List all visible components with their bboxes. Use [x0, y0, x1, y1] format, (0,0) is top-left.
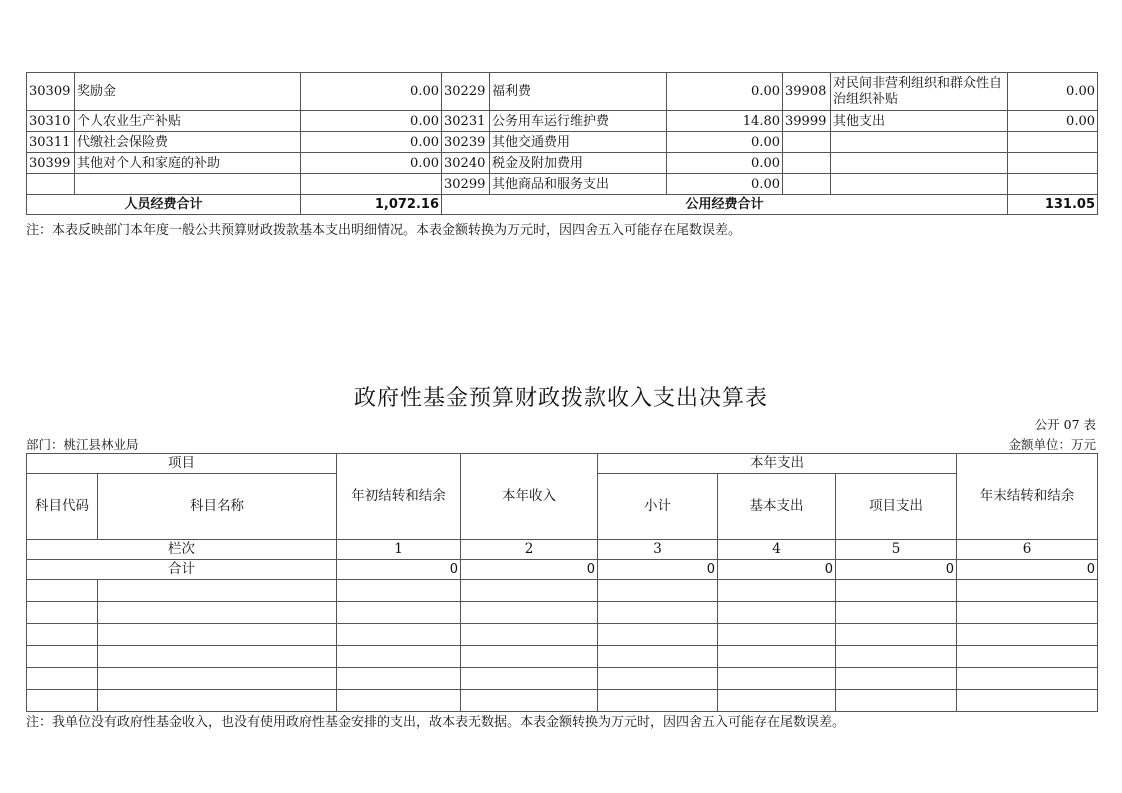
- total-value: 0: [957, 560, 1098, 580]
- empty-row: [27, 690, 1098, 712]
- empty-row: [27, 646, 1098, 668]
- name-cell: 代缴社会保险费: [75, 132, 301, 153]
- amount-cell: 0.00: [1008, 73, 1098, 111]
- header-basic-expense: 基本支出: [718, 474, 836, 540]
- total-value: 0: [836, 560, 957, 580]
- table1-note: 注：本表反映部门本年度一般公共预算财政拨款基本支出明细情况。本表金额转换为万元时，因四舍五入可能存在尾数误差。: [26, 223, 742, 238]
- empty-cell: [461, 624, 598, 646]
- code-cell: 39908: [783, 73, 831, 111]
- name-cell: 个人农业生产补贴: [75, 111, 301, 132]
- empty-cell: [337, 668, 461, 690]
- amount-cell: [1008, 174, 1098, 195]
- empty-cell: [337, 690, 461, 712]
- empty-cell: [957, 580, 1098, 602]
- code-cell: 30239: [442, 132, 490, 153]
- total-row: [27, 195, 1098, 215]
- table-row: [27, 111, 1098, 132]
- name-cell: 其他商品和服务支出: [490, 174, 667, 195]
- empty-cell: [337, 624, 461, 646]
- column-number: 6: [957, 540, 1098, 560]
- amount-cell: 0.00: [301, 111, 442, 132]
- amount-cell: 0.00: [301, 73, 442, 111]
- public-total-value: 131.05: [1008, 195, 1098, 215]
- empty-cell: [461, 668, 598, 690]
- header-item: 项目: [27, 454, 337, 474]
- empty-cell: [98, 668, 337, 690]
- code-cell: 30311: [27, 132, 75, 153]
- empty-cell: [718, 646, 836, 668]
- header-closing-balance: 年末结转和结余: [957, 454, 1098, 540]
- empty-cell: [461, 580, 598, 602]
- table-row: [27, 153, 1098, 174]
- amount-cell: 14.80: [667, 111, 783, 132]
- empty-cell: [337, 602, 461, 624]
- column-number: 5: [836, 540, 957, 560]
- empty-cell: [461, 602, 598, 624]
- basic-expenditure-table: [26, 72, 1098, 215]
- empty-cell: [836, 646, 957, 668]
- empty-cell: [836, 668, 957, 690]
- empty-cell: [27, 668, 98, 690]
- empty-row: [27, 624, 1098, 646]
- total-row: [27, 560, 1098, 580]
- code-cell: [783, 132, 831, 153]
- form-number: 公开 07 表: [1034, 417, 1096, 432]
- total-value: 0: [337, 560, 461, 580]
- empty-cell: [27, 646, 98, 668]
- empty-cell: [598, 646, 718, 668]
- empty-cell: [27, 580, 98, 602]
- empty-cell: [957, 624, 1098, 646]
- empty-cell: [957, 646, 1098, 668]
- empty-cell: [98, 646, 337, 668]
- name-cell: 其他对个人和家庭的补助: [75, 153, 301, 174]
- table-row: [27, 174, 1098, 195]
- personnel-total-label: 人员经费合计: [27, 195, 301, 215]
- empty-cell: [27, 602, 98, 624]
- column-label: 栏次: [27, 540, 337, 560]
- name-cell: 奖励金: [75, 73, 301, 111]
- empty-cell: [98, 602, 337, 624]
- empty-cell: [718, 580, 836, 602]
- code-cell: 30399: [27, 153, 75, 174]
- name-cell: 其他交通费用: [490, 132, 667, 153]
- empty-cell: [27, 624, 98, 646]
- amount-cell: 0.00: [667, 153, 783, 174]
- amount-cell: 0.00: [1008, 111, 1098, 132]
- header-income: 本年收入: [461, 454, 598, 540]
- name-cell: [831, 153, 1008, 174]
- table2-note: 注：我单位没有政府性基金收入，也没有使用政府性基金安排的支出，故本表无数据。本表金额转换为万元时，因四舍五入可能存在尾数误差。: [26, 715, 846, 730]
- empty-cell: [98, 624, 337, 646]
- name-cell: 福利费: [490, 73, 667, 111]
- empty-cell: [598, 580, 718, 602]
- empty-cell: [957, 690, 1098, 712]
- column-number: 4: [718, 540, 836, 560]
- code-cell: 39999: [783, 111, 831, 132]
- public-total-label: 公用经费合计: [442, 195, 1008, 215]
- amount-cell: [1008, 132, 1098, 153]
- code-cell: 30231: [442, 111, 490, 132]
- amount-cell: [1008, 153, 1098, 174]
- name-cell: 其他支出: [831, 111, 1008, 132]
- empty-cell: [836, 602, 957, 624]
- empty-cell: [337, 646, 461, 668]
- empty-cell: [461, 646, 598, 668]
- column-number: 2: [461, 540, 598, 560]
- header-opening-balance: 年初结转和结余: [337, 454, 461, 540]
- page-title: 政府性基金预算财政拨款收入支出决算表: [353, 386, 768, 411]
- code-cell: 30229: [442, 73, 490, 111]
- code-cell: 30310: [27, 111, 75, 132]
- total-label: 合计: [27, 560, 337, 580]
- total-value: 0: [461, 560, 598, 580]
- total-value: 0: [718, 560, 836, 580]
- name-cell: [831, 174, 1008, 195]
- empty-cell: [836, 580, 957, 602]
- empty-cell: [337, 580, 461, 602]
- header-subtotal: 小计: [598, 474, 718, 540]
- personnel-total-value: 1,072.16: [301, 195, 442, 215]
- amount-cell: 0.00: [667, 174, 783, 195]
- name-cell: 税金及附加费用: [490, 153, 667, 174]
- code-cell: 30309: [27, 73, 75, 111]
- empty-cell: [598, 624, 718, 646]
- header-code: 科目代码: [27, 474, 98, 540]
- column-number: 1: [337, 540, 461, 560]
- code-cell: 30299: [442, 174, 490, 195]
- amount-cell: 0.00: [667, 73, 783, 111]
- empty-cell: [718, 690, 836, 712]
- code-cell: [783, 153, 831, 174]
- name-cell: 公务用车运行维护费: [490, 111, 667, 132]
- total-value: 0: [598, 560, 718, 580]
- empty-cell: [718, 624, 836, 646]
- header-name: 科目名称: [98, 474, 337, 540]
- header-project-expense: 项目支出: [836, 474, 957, 540]
- amount-cell: 0.00: [301, 132, 442, 153]
- empty-cell: [836, 624, 957, 646]
- empty-cell: [718, 668, 836, 690]
- name-cell: [831, 132, 1008, 153]
- gov-fund-table: [26, 453, 1098, 712]
- empty-row: [27, 668, 1098, 690]
- empty-cell: [957, 602, 1098, 624]
- empty-cell: [98, 580, 337, 602]
- amount-cell: 0.00: [301, 153, 442, 174]
- amount-cell: [301, 174, 442, 195]
- amount-cell: 0.00: [667, 132, 783, 153]
- department-label: 部门：桃江县林业局: [26, 437, 139, 452]
- code-cell: [27, 174, 75, 195]
- empty-cell: [598, 668, 718, 690]
- name-cell: 对民间非营利组织和群众性自治组织补贴: [831, 73, 1008, 111]
- empty-cell: [461, 690, 598, 712]
- empty-row: [27, 580, 1098, 602]
- column-number-row: [27, 540, 1098, 560]
- code-cell: 30240: [442, 153, 490, 174]
- empty-cell: [718, 602, 836, 624]
- table-row: [27, 73, 1098, 111]
- code-cell: [783, 174, 831, 195]
- column-number: 3: [598, 540, 718, 560]
- name-cell: [75, 174, 301, 195]
- empty-cell: [598, 690, 718, 712]
- empty-cell: [98, 690, 337, 712]
- empty-row: [27, 602, 1098, 624]
- unit-label: 金额单位：万元: [1008, 437, 1096, 452]
- empty-cell: [27, 690, 98, 712]
- empty-cell: [957, 668, 1098, 690]
- table-row: [27, 132, 1098, 153]
- empty-cell: [598, 602, 718, 624]
- header-expense: 本年支出: [598, 454, 957, 474]
- empty-cell: [836, 690, 957, 712]
